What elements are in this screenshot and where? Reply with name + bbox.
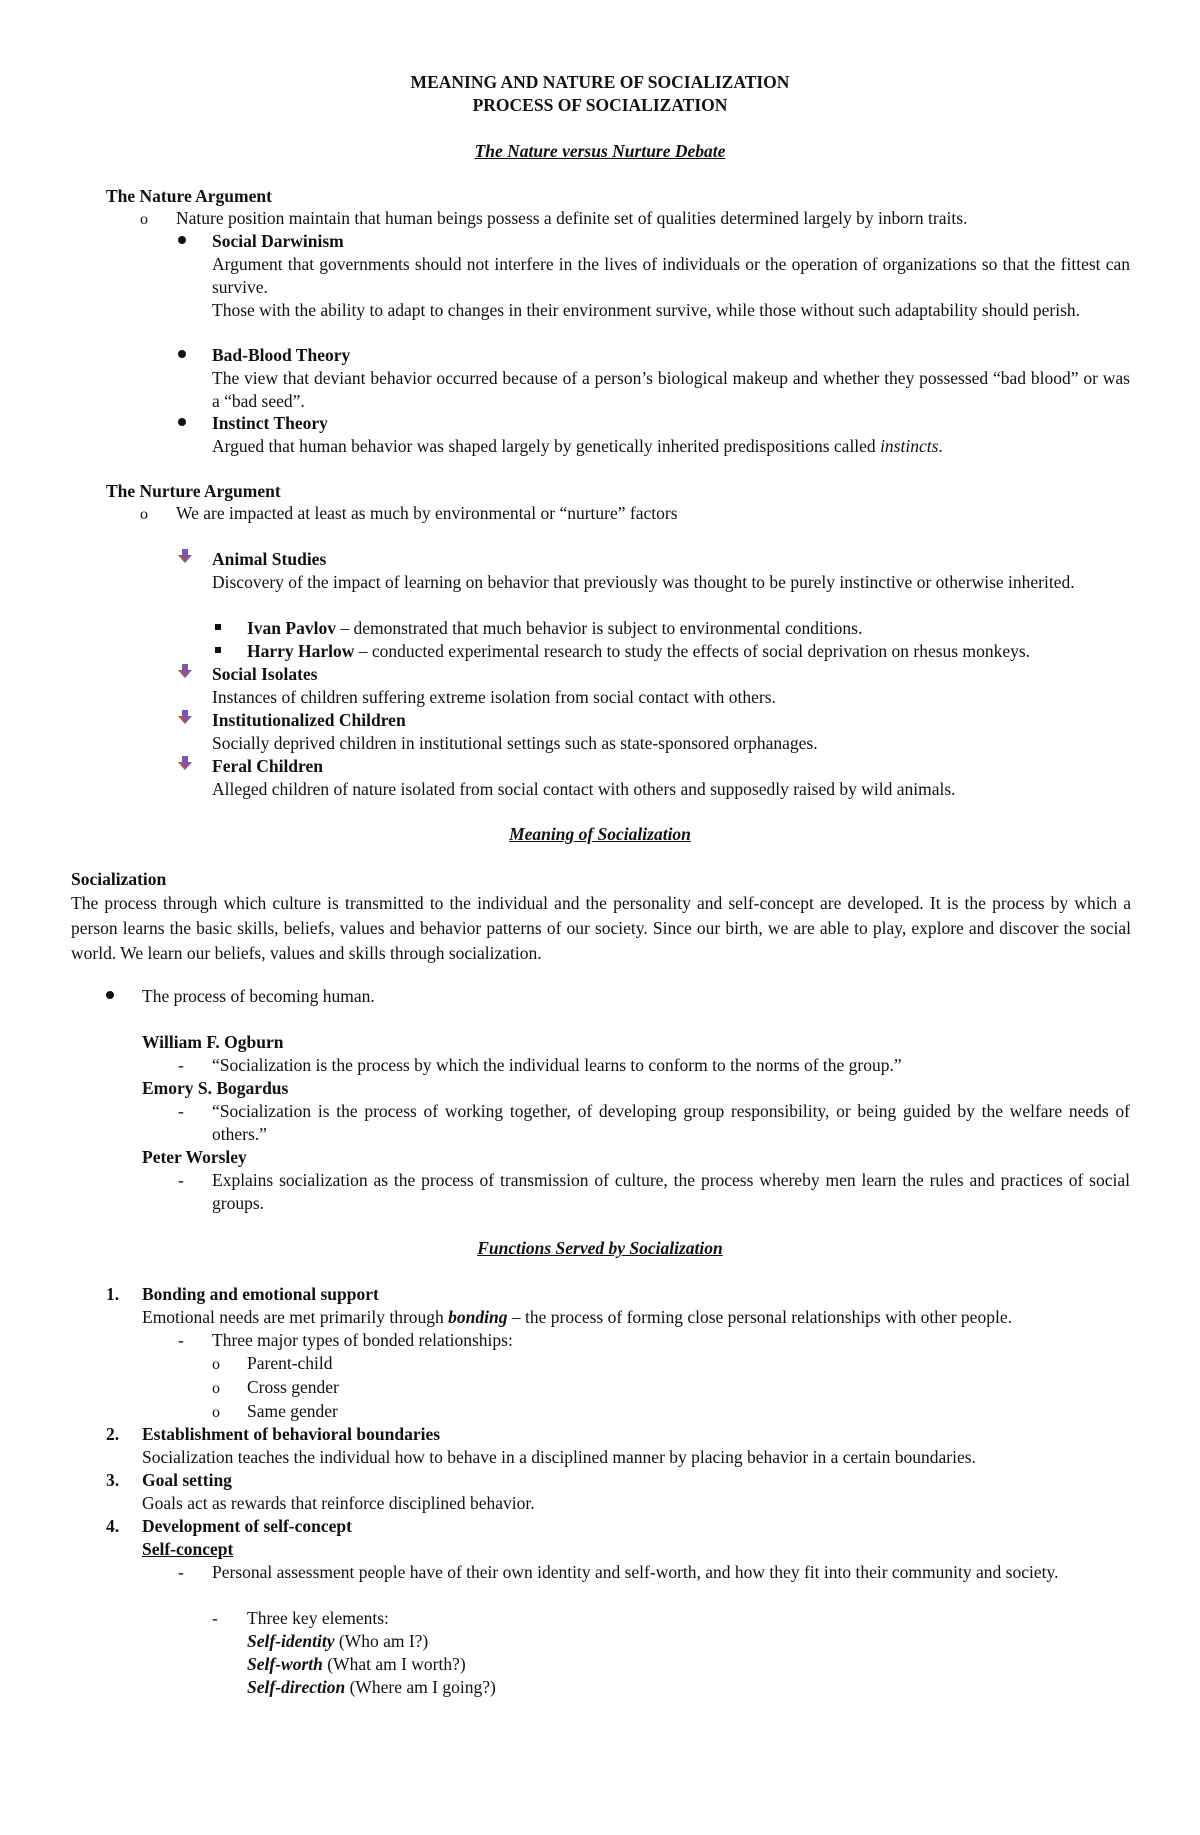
element-self-identity: Self-identity (Who am I?) <box>247 1631 429 1651</box>
circle-bullet-icon: o <box>212 1356 220 1373</box>
arrow-bullet-icon <box>176 709 194 727</box>
social-isolates-desc: Instances of children suffering extreme isolation from social contact with others. <box>212 687 776 707</box>
bullet-dot-icon <box>178 350 186 358</box>
socialization-paragraph: The process through which culture is transmitted to the individual and the personality and self-concept are developed. It is the process by which a person learns the basic skills, beliefs, values and behavior patterns of our society. Since our birth, we are able to play, explore and discover the social world. We learn our beliefs, values and skills through socialization. <box>71 893 1131 963</box>
element-self-worth: Self-worth (What am I worth?) <box>247 1654 466 1674</box>
feral-children-title: Feral Children <box>212 756 323 776</box>
bullet-dot-icon <box>178 418 186 426</box>
square-bullet-icon <box>215 624 221 630</box>
document-title: MEANING AND NATURE OF SOCIALIZATION <box>410 72 790 92</box>
nature-intro: Nature position maintain that human beings possess a definite set of qualities determined largely by inborn traits. <box>176 208 968 228</box>
function-number: 4. <box>106 1516 120 1536</box>
bullet-dot-icon <box>106 991 114 999</box>
function-number: 3. <box>106 1470 120 1490</box>
quote-bogardus: “Socialization is the process of working together, of developing group responsibility, or being guided by the welfare needs of others.” <box>212 1101 1130 1144</box>
function-number: 2. <box>106 1424 120 1444</box>
section-heading-nature-nurture: The Nature versus Nurture Debate <box>474 141 726 161</box>
quote-worsley: Explains socialization as the process of transmission of culture, the process whereby men learn the rules and practices of social groups. <box>212 1170 1130 1213</box>
ivan-pavlov-item: Ivan Pavlov – demonstrated that much behavior is subject to environmental conditions. <box>247 618 863 638</box>
bonded-type-item: Same gender <box>247 1401 338 1421</box>
element-self-direction: Self-direction (Where am I going?) <box>247 1677 496 1697</box>
bonded-type-item: Cross gender <box>247 1377 339 1397</box>
author-ogburn: William F. Ogburn <box>142 1032 284 1052</box>
circle-bullet-icon: o <box>140 211 148 228</box>
instinct-theory-title: Instinct Theory <box>212 413 328 433</box>
author-bogardus: Emory S. Bogardus <box>142 1078 289 1098</box>
quote-ogburn: “Socialization is the process by which the individual learns to conform to the norms of the group.” <box>212 1055 902 1075</box>
function-boundaries-title: Establishment of behavioral boundaries <box>142 1424 441 1444</box>
function-bonding-desc: Emotional needs are met primarily through bonding – the process of forming close personal relationships with other people. <box>142 1307 1012 1327</box>
dash-icon: - <box>178 1055 184 1075</box>
author-worsley: Peter Worsley <box>142 1147 247 1167</box>
self-concept-subtitle: Self-concept <box>142 1539 234 1559</box>
bad-blood-title: Bad-Blood Theory <box>212 345 351 365</box>
key-elements-intro: Three key elements: <box>247 1608 389 1628</box>
self-concept-desc: Personal assessment people have of their own identity and self-worth, and how they fit into their community and society. <box>212 1562 1059 1582</box>
institutionalized-children-desc: Socially deprived children in institutional settings such as state-sponsored orphanages. <box>212 733 818 753</box>
circle-bullet-icon: o <box>212 1380 220 1397</box>
arrow-bullet-icon <box>176 755 194 773</box>
dash-icon: - <box>178 1101 184 1121</box>
dash-icon: - <box>178 1330 184 1350</box>
harry-harlow-item: Harry Harlow – conducted experimental research to study the effects of social deprivation on rhesus monkeys. <box>247 641 1031 661</box>
bonded-types-intro: Three major types of bonded relationships: <box>212 1330 513 1350</box>
nurture-heading: The Nurture Argument <box>106 481 281 501</box>
social-isolates-title: Social Isolates <box>212 664 318 684</box>
function-bonding-title: Bonding and emotional support <box>142 1284 379 1304</box>
function-self-concept-title: Development of self-concept <box>142 1516 352 1536</box>
section-heading-functions: Functions Served by Socialization <box>477 1238 723 1258</box>
function-goal-title: Goal setting <box>142 1470 232 1490</box>
dash-icon: - <box>178 1170 184 1190</box>
function-number: 1. <box>106 1284 120 1304</box>
animal-studies-desc: Discovery of the impact of learning on behavior that previously was thought to be purely instinctive or otherwise inherited. <box>212 572 1075 592</box>
socialization-heading: Socialization <box>71 869 167 889</box>
arrow-bullet-icon <box>176 548 194 566</box>
instinct-theory-desc: Argued that human behavior was shaped largely by genetically inherited predispositions called instincts. <box>212 436 943 456</box>
becoming-human-item: The process of becoming human. <box>142 986 375 1006</box>
dash-icon: - <box>178 1562 184 1582</box>
arrow-bullet-icon <box>176 663 194 681</box>
section-heading-meaning: Meaning of Socialization <box>509 824 691 844</box>
animal-studies-title: Animal Studies <box>212 549 327 569</box>
nurture-intro: We are impacted at least as much by environmental or “nurture” factors <box>176 503 678 523</box>
nature-heading: The Nature Argument <box>106 186 272 206</box>
social-darwinism-desc-2: Those with the ability to adapt to changes in their environment survive, while those without such adaptability should perish. <box>212 300 1081 320</box>
circle-bullet-icon: o <box>140 506 148 523</box>
bad-blood-desc: The view that deviant behavior occurred because of a person’s biological makeup and whether they possessed “bad blood” or was a “bad seed”. <box>212 368 1130 411</box>
social-darwinism-desc-1: Argument that governments should not interfere in the lives of individuals or the operation of organizations so that the fittest can survive. <box>212 254 1130 297</box>
function-goal-desc: Goals act as rewards that reinforce disciplined behavior. <box>142 1493 535 1513</box>
dash-icon: - <box>212 1608 218 1628</box>
document-subtitle: PROCESS OF SOCIALIZATION <box>472 95 728 115</box>
social-darwinism-title: Social Darwinism <box>212 231 344 251</box>
bonded-type-item: Parent-child <box>247 1353 333 1373</box>
feral-children-desc: Alleged children of nature isolated from social contact with others and supposedly raised by wild animals. <box>212 779 956 799</box>
circle-bullet-icon: o <box>212 1404 220 1421</box>
bullet-dot-icon <box>178 236 186 244</box>
square-bullet-icon <box>215 647 221 653</box>
function-boundaries-desc: Socialization teaches the individual how to behave in a disciplined manner by placing behavior in a certain boundaries. <box>142 1447 976 1467</box>
institutionalized-children-title: Institutionalized Children <box>212 710 406 730</box>
